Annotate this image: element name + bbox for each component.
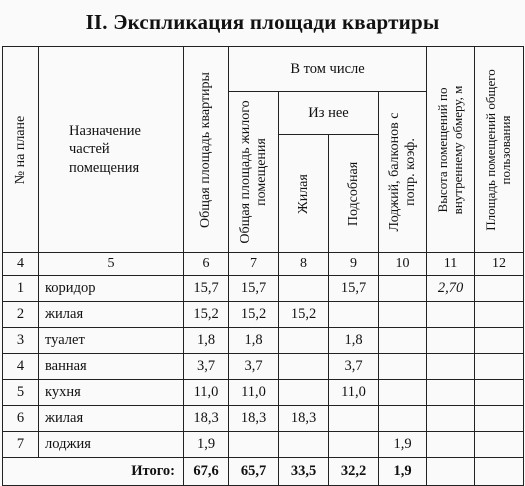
header-auxiliary <box>329 135 379 253</box>
room-loggia-area <box>379 406 427 432</box>
room-number: 1 <box>3 276 39 302</box>
room-living-area <box>279 328 329 354</box>
room-auxiliary-area <box>329 302 379 328</box>
totals-living: 33,5 <box>279 458 329 486</box>
totals-common <box>475 458 524 486</box>
room-auxiliary-area: 15,7 <box>329 276 379 302</box>
room-living-total: 15,7 <box>229 276 279 302</box>
header-living-text: Жилая <box>295 173 311 214</box>
room-living-total: 18,3 <box>229 406 279 432</box>
room-auxiliary-area <box>329 432 379 458</box>
table-body <box>3 276 524 458</box>
header-total-area <box>184 47 229 253</box>
column-number: 10 <box>379 253 427 276</box>
header-living-total-text: Общая площадь жилого помещения <box>237 100 269 244</box>
header-plan-no-text: № на плане <box>12 115 28 184</box>
table-header <box>3 47 524 276</box>
room-number: 4 <box>3 354 39 380</box>
table-row <box>3 406 524 432</box>
totals-height <box>427 458 475 486</box>
room-height: 2,70 <box>427 276 475 302</box>
totals-label: Итого: <box>3 458 184 486</box>
room-loggia-area <box>379 276 427 302</box>
room-number: 7 <box>3 432 39 458</box>
room-common-area <box>475 380 524 406</box>
table-row <box>3 328 524 354</box>
room-common-area <box>475 328 524 354</box>
room-living-total: 15,2 <box>229 302 279 328</box>
room-total-area: 15,2 <box>184 302 229 328</box>
column-number: 8 <box>279 253 329 276</box>
totals-auxiliary: 32,2 <box>329 458 379 486</box>
room-height <box>427 328 475 354</box>
room-auxiliary-area <box>329 406 379 432</box>
room-height <box>427 302 475 328</box>
column-number: 5 <box>39 253 184 276</box>
room-name: туалет <box>39 328 184 354</box>
header-living-total <box>229 92 279 253</box>
header-including: В том числе <box>229 47 427 92</box>
header-of-which: Из нее <box>279 92 379 135</box>
header-auxiliary-text: Подсобная <box>345 161 361 226</box>
header-common-text: Площадь помещений общего пользования <box>483 68 514 231</box>
header-common <box>475 47 524 253</box>
room-total-area: 3,7 <box>184 354 229 380</box>
room-living-total <box>229 432 279 458</box>
room-loggia-area <box>379 328 427 354</box>
room-living-area: 18,3 <box>279 406 329 432</box>
room-auxiliary-area: 3,7 <box>329 354 379 380</box>
column-number: 6 <box>184 253 229 276</box>
room-common-area <box>475 276 524 302</box>
table-row <box>3 432 524 458</box>
explication-table <box>2 46 524 486</box>
column-number: 9 <box>329 253 379 276</box>
room-name: коридор <box>39 276 184 302</box>
room-living-total: 1,8 <box>229 328 279 354</box>
room-name: лоджия <box>39 432 184 458</box>
header-height <box>427 47 475 253</box>
room-living-area <box>279 432 329 458</box>
room-height <box>427 380 475 406</box>
table-row <box>3 276 524 302</box>
room-total-area: 1,9 <box>184 432 229 458</box>
document-title: II. Экспликация площади квартиры <box>85 10 440 34</box>
table-row <box>3 302 524 328</box>
totals-row <box>3 458 524 486</box>
room-loggia-area <box>379 302 427 328</box>
table-row <box>3 380 524 406</box>
room-living-area <box>279 354 329 380</box>
header-height-text: Высота помещений по внутреннему обмеру, м <box>434 85 465 214</box>
room-living-area: 15,2 <box>279 302 329 328</box>
header-plan-no <box>3 47 39 253</box>
room-number: 3 <box>3 328 39 354</box>
room-height <box>427 432 475 458</box>
room-number: 2 <box>3 302 39 328</box>
header-loggias <box>379 92 427 253</box>
column-number: 11 <box>427 253 475 276</box>
room-living-total: 3,7 <box>229 354 279 380</box>
room-total-area: 15,7 <box>184 276 229 302</box>
column-number: 7 <box>229 253 279 276</box>
room-number: 5 <box>3 380 39 406</box>
room-living-area <box>279 380 329 406</box>
room-total-area: 18,3 <box>184 406 229 432</box>
room-auxiliary-area: 1,8 <box>329 328 379 354</box>
room-common-area <box>475 354 524 380</box>
room-name: жилая <box>39 406 184 432</box>
column-number-row <box>3 253 524 276</box>
header-living <box>279 135 329 253</box>
table-row <box>3 354 524 380</box>
room-name: ванная <box>39 354 184 380</box>
room-common-area <box>475 302 524 328</box>
column-number: 12 <box>475 253 524 276</box>
room-loggia-area <box>379 380 427 406</box>
room-total-area: 1,8 <box>184 328 229 354</box>
room-common-area <box>475 406 524 432</box>
table-footer <box>3 458 524 486</box>
totals-loggia: 1,9 <box>379 458 427 486</box>
room-living-area <box>279 276 329 302</box>
header-loggias-text: Лоджий, балконов с попр. коэф. <box>386 112 418 232</box>
room-name: жилая <box>39 302 184 328</box>
room-living-total: 11,0 <box>229 380 279 406</box>
column-number: 4 <box>3 253 39 276</box>
room-number: 6 <box>3 406 39 432</box>
totals-living-total: 65,7 <box>229 458 279 486</box>
room-common-area <box>475 432 524 458</box>
room-height <box>427 354 475 380</box>
room-auxiliary-area: 11,0 <box>329 380 379 406</box>
header-total-area-text: Общая площадь квартиры <box>197 71 213 228</box>
room-height <box>427 406 475 432</box>
room-loggia-area <box>379 354 427 380</box>
room-loggia-area: 1,9 <box>379 432 427 458</box>
room-name: кухня <box>39 380 184 406</box>
totals-total-area: 67,6 <box>184 458 229 486</box>
header-purpose: Назначение частей помещения <box>39 47 184 253</box>
room-total-area: 11,0 <box>184 380 229 406</box>
